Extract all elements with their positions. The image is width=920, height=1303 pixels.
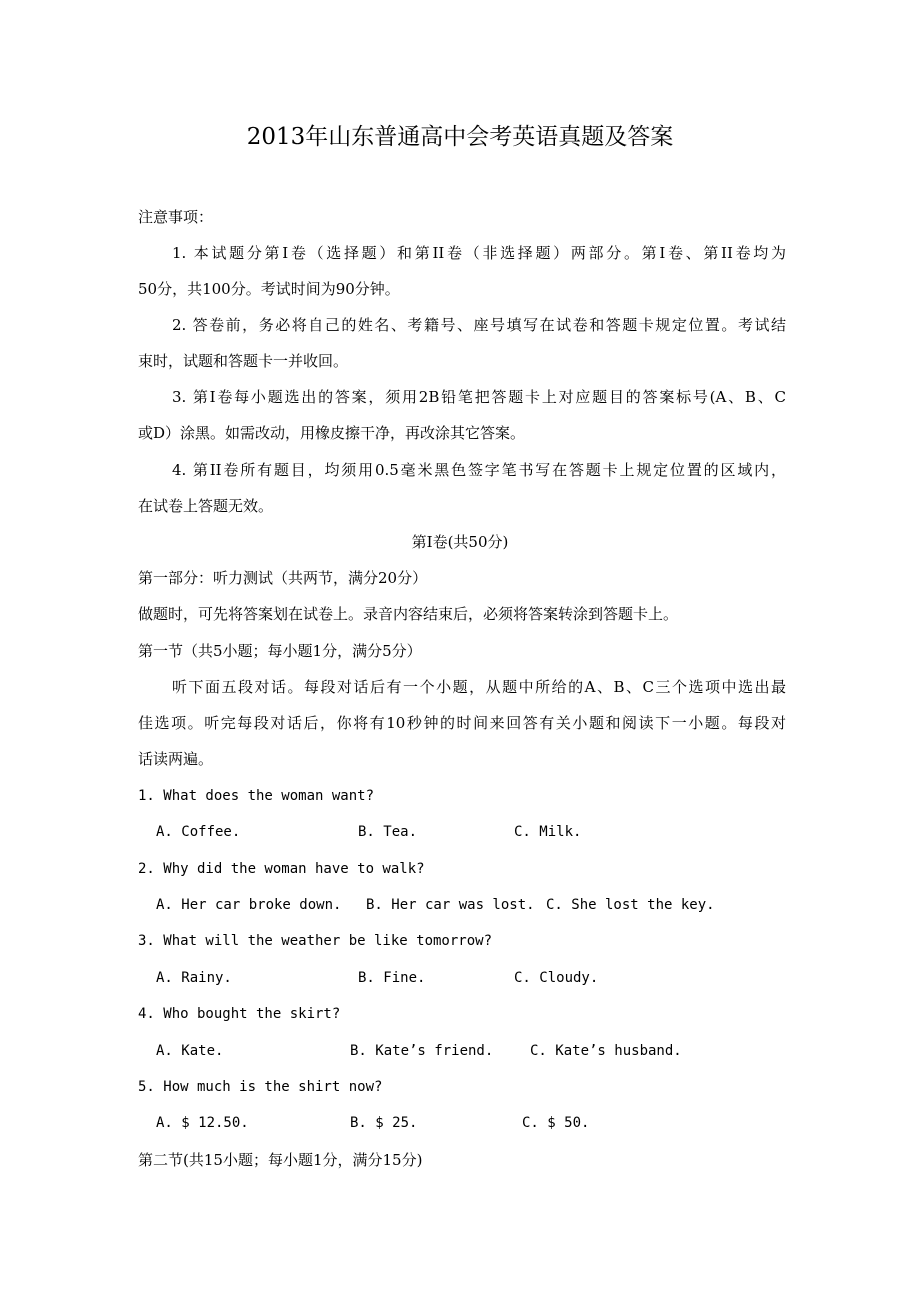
volume-1-heading: 第Ⅰ卷(共50分)	[411, 533, 509, 551]
notice-item-3-line-2: 或D）涂黑。如需改动，用橡皮擦干净，再改涂其它答案。	[138, 424, 526, 442]
question-3-option-a: A. Rainy.	[156, 970, 232, 986]
question-3-option-c: C. Cloudy.	[514, 970, 599, 986]
notice-item-1-line-2: 50分，共100分。考试时间为90分钟。	[138, 280, 400, 298]
section-1-instructions-line-3: 话读两遍。	[138, 750, 214, 768]
notice-heading: 注意事项：	[138, 208, 214, 226]
question-2-option-b: B. Her car was lost.	[366, 897, 535, 913]
question-4-stem: 4. Who bought the skirt?	[138, 1006, 341, 1022]
question-1-option-a: A. Coffee.	[156, 824, 241, 840]
question-1-stem: 1. What does the woman want?	[138, 788, 375, 804]
notice-item-2-line-2: 束时，试题和答题卡一并收回。	[138, 352, 349, 370]
question-1-option-c: C. Milk.	[514, 824, 582, 840]
question-5-option-b: B. $ 25.	[350, 1115, 418, 1131]
question-3-option-b: B. Fine.	[358, 970, 426, 986]
question-5-stem: 5. How much is the shirt now?	[138, 1079, 383, 1095]
question-2-option-a: A. Her car broke down.	[156, 897, 342, 913]
question-4-option-a: A. Kate.	[156, 1043, 224, 1059]
question-2-option-c: C. She lost the key.	[546, 897, 715, 913]
question-5-option-a: A. $ 12.50.	[156, 1115, 249, 1131]
section-1-heading: 第一节（共5小题；每小题1分，满分5分）	[138, 642, 422, 660]
section-2-heading: 第二节(共15小题；每小题1分，满分15分)	[138, 1151, 423, 1169]
question-2-stem: 2. Why did the woman have to walk?	[138, 861, 425, 877]
part-1-heading: 第一部分：听力测试（共两节，满分20分）	[138, 569, 428, 587]
part-1-note: 做题时，可先将答案划在试卷上。录音内容结束后，必须将答案转涂到答题卡上。	[138, 605, 679, 623]
question-4-option-b: B. Kate’s friend.	[350, 1043, 494, 1059]
notice-item-3-line-1: 3. 第Ⅰ卷每小题选出的答案，须用2B铅笔把答题卡上对应题目的答案标号(A、B、C	[172, 388, 786, 406]
question-3-stem: 3. What will the weather be like tomorrow?	[138, 933, 493, 949]
document-title: 2013年山东普通高中会考英语真题及答案	[246, 124, 674, 150]
question-5-option-c: C. $ 50.	[522, 1115, 590, 1131]
section-1-instructions-line-2: 佳选项。听完每段对话后，你将有10秒钟的时间来回答有关小题和阅读下一小题。每段对	[138, 714, 786, 732]
notice-item-2-line-1: 2. 答卷前，务必将自己的姓名、考籍号、座号填写在试卷和答题卡规定位置。考试结	[172, 316, 786, 334]
notice-item-4-line-1: 4. 第II卷所有题目，均须用0.5毫米黑色签字笔书写在答题卡上规定位置的区域内，	[172, 461, 786, 479]
notice-item-4-line-2: 在试卷上答题无效。	[138, 497, 274, 515]
notice-item-1-line-1: 1. 本试题分第Ⅰ卷（选择题）和第II卷（非选择题）两部分。第Ⅰ卷、第II卷均为	[172, 244, 786, 262]
question-1-option-b: B. Tea.	[358, 824, 418, 840]
question-4-option-c: C. Kate’s husband.	[530, 1043, 682, 1059]
section-1-instructions-line-1: 听下面五段对话。每段对话后有一个小题，从题中所给的A、B、C三个选项中选出最	[172, 678, 786, 696]
